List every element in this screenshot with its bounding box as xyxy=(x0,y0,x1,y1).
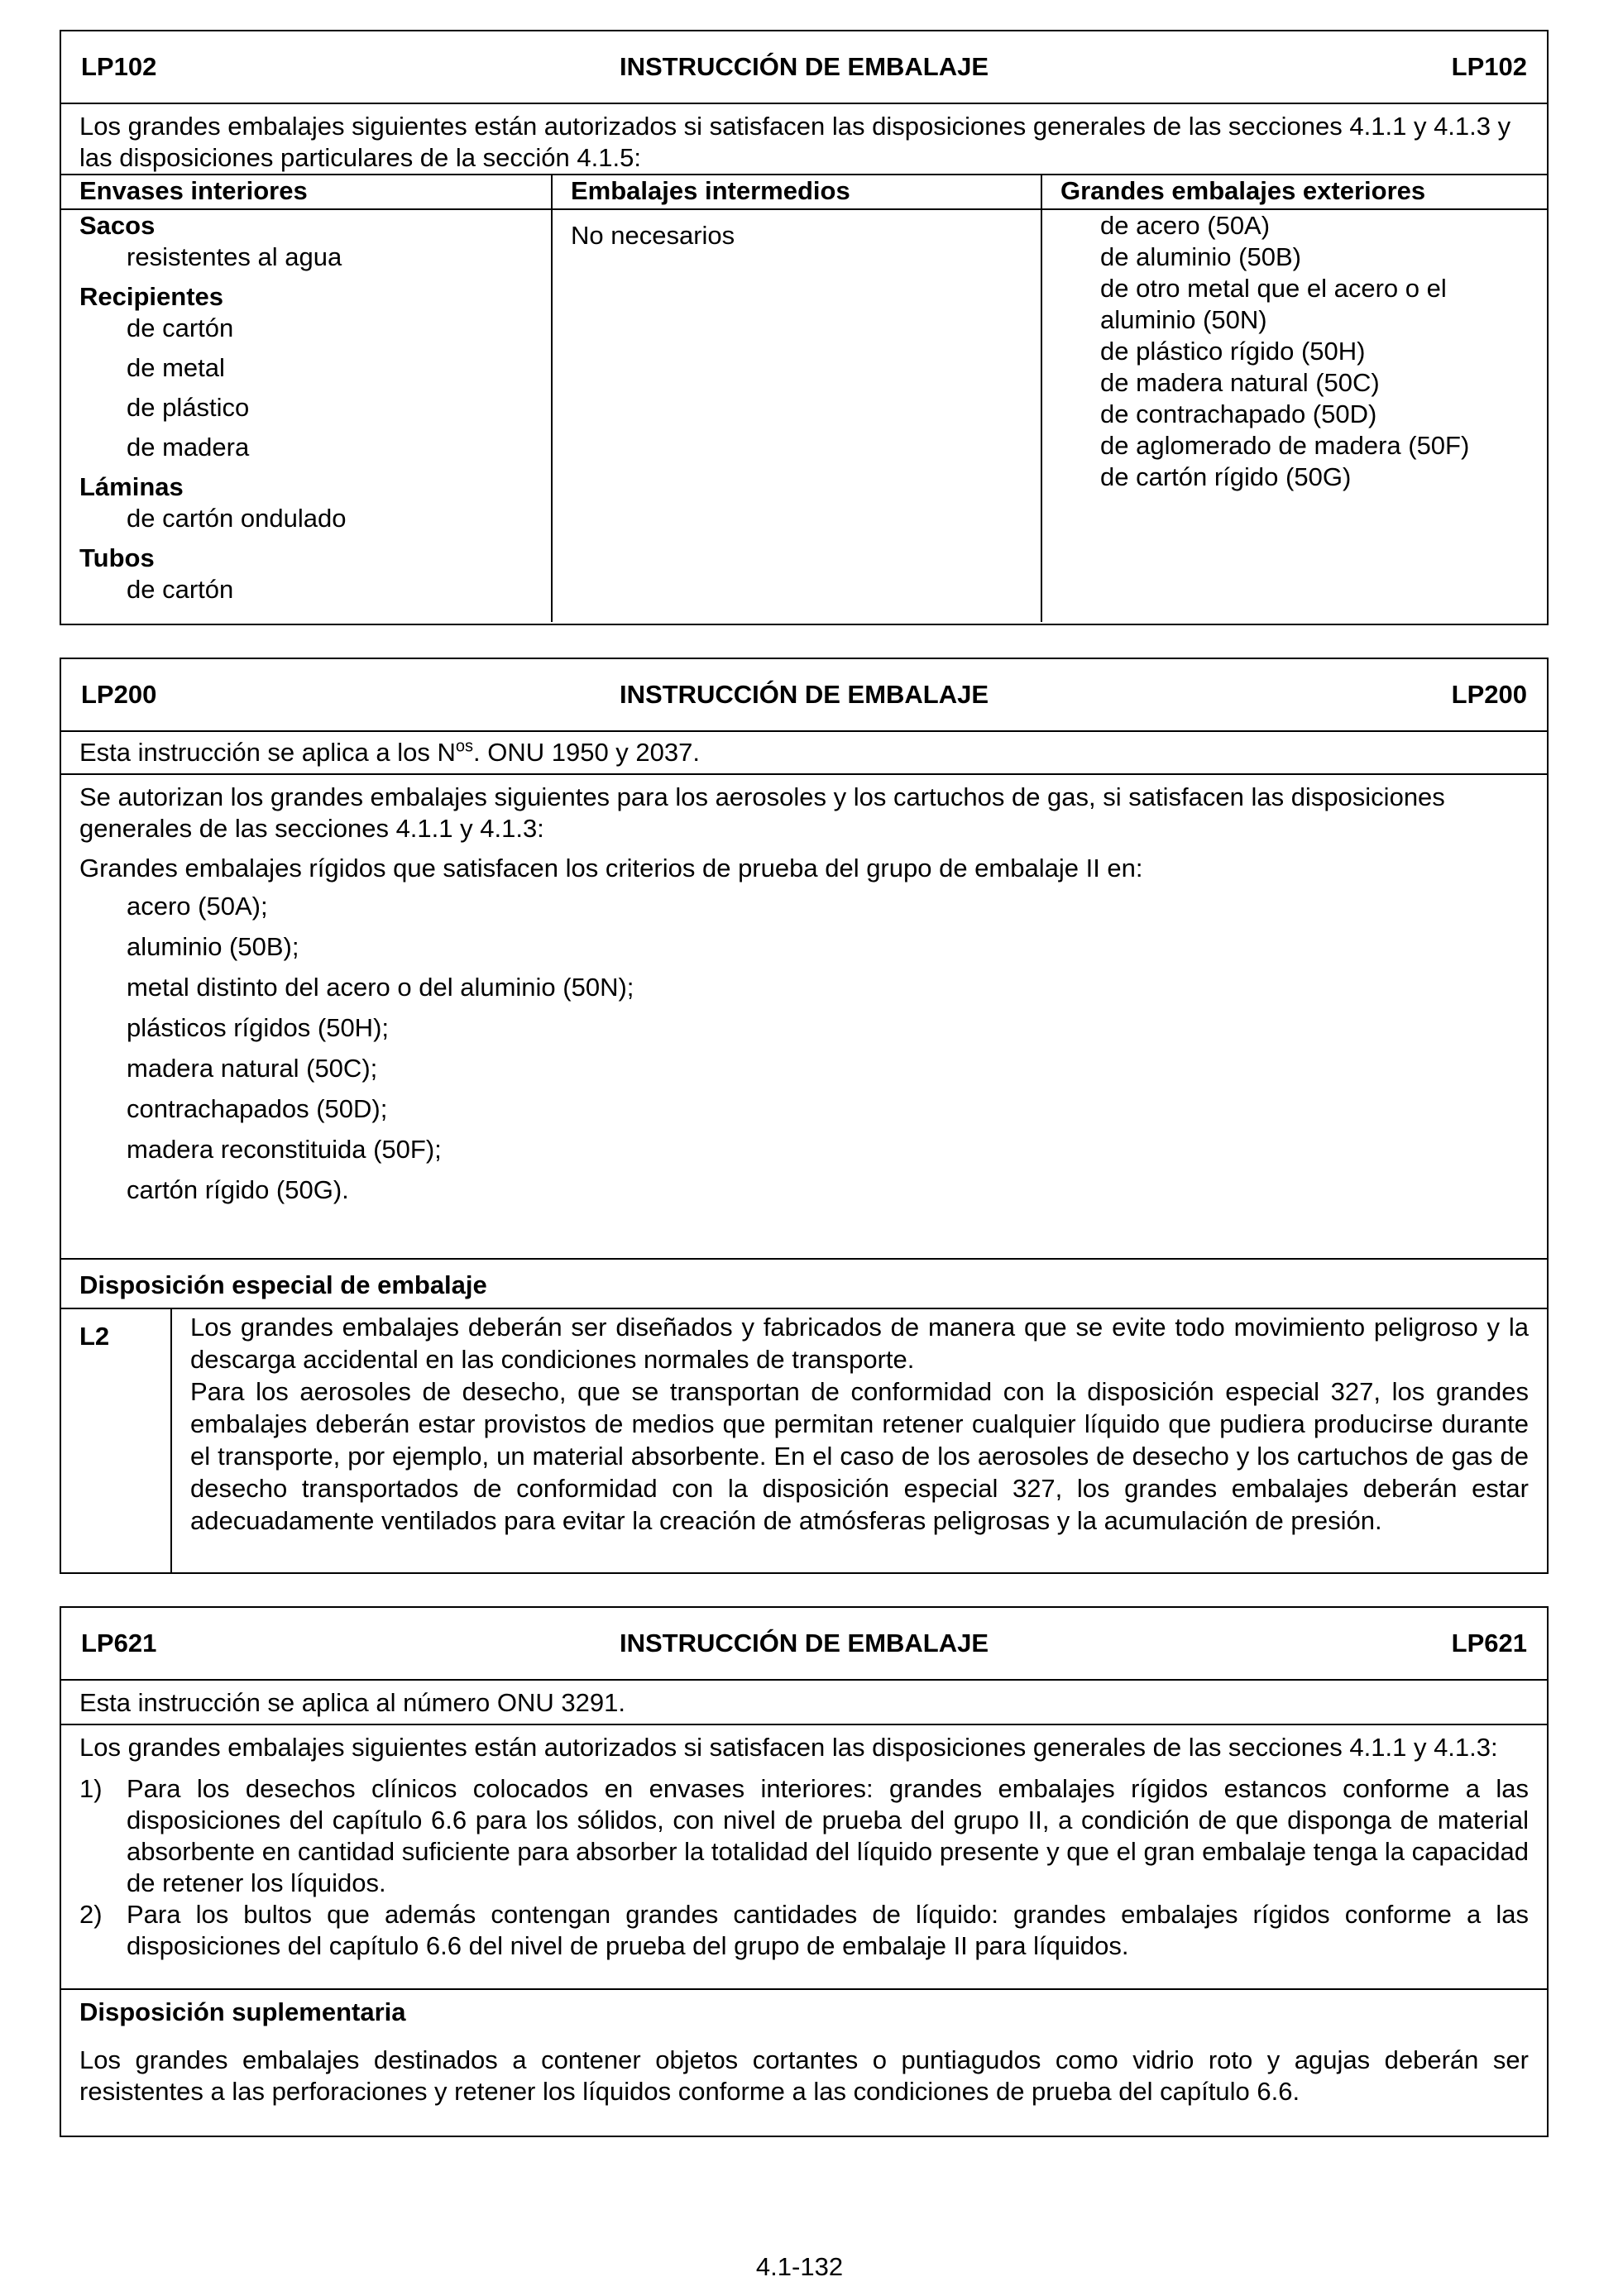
lp200-header xyxy=(61,659,1547,730)
item-text: Para los bultos que además contengan grandes cantidades de líquido: grandes embalajes rígidos conforme a las disposiciones del capítulo 6.6 del nivel de prueba del grupo de embalaje II para líquidos. xyxy=(127,1900,1529,1960)
outer-item: de acero (50A) xyxy=(1100,211,1271,240)
lp102-table xyxy=(60,30,1549,625)
material-item: aluminio (50B); xyxy=(127,932,299,961)
item-number: 2) xyxy=(79,1900,103,1929)
lp200-authorization xyxy=(61,773,1547,1258)
lp102-inner-packagings xyxy=(61,210,551,622)
lp621-authorize-text: Los grandes embalajes siguientes están autorizados si satisfacen las disposiciones generales de las secciones 4.1.1 y 4.1.3: xyxy=(79,1733,1498,1762)
lp200-special-header: Disposición especial de embalaje xyxy=(61,1258,1547,1308)
inner-recipientes-item: de madera xyxy=(127,433,250,462)
lp200-authorize-text: Se autorizan los grandes embalajes siguientes para los aerosoles y los cartuchos de gas, si satisfacen las disposiciones generales de las secciones 4.1.1 y 4.1.3: xyxy=(79,782,1445,843)
lp102-code-left: LP102 xyxy=(81,52,157,81)
lp621-applies: Esta instrucción se aplica al número ONU 3291. xyxy=(61,1679,1547,1724)
outer-item: de cartón rígido (50G) xyxy=(1100,462,1352,491)
inner-tubos-item: de cartón xyxy=(127,575,234,604)
lp621-table xyxy=(60,1606,1549,2137)
lp200-code-left: LP200 xyxy=(81,680,157,709)
lp621-supplementary xyxy=(61,1988,1547,2136)
item-number: 1) xyxy=(79,1774,103,1803)
lp621-item-1 xyxy=(79,1773,1529,1899)
item-text: Para los desechos clínicos colocados en envases interiores: grandes embalajes rígidos estancos conforme a las disposiciones del capítulo 6.6 para los sólidos, con nivel de prueba del grupo II, a condición de que disponga de material absorbente en cantidad suficiente para absorber la totalidad del líquido presente y que el gran embalaje tenga la capacidad de retener los líquidos. xyxy=(127,1774,1529,1897)
lp102-title: INSTRUCCIÓN DE EMBALAJE xyxy=(619,52,989,81)
lp200-special-text xyxy=(172,1309,1547,1572)
material-item: cartón rígido (50G). xyxy=(127,1175,349,1204)
lp621-supp-header: Disposición suplementaria xyxy=(79,1997,406,2026)
outer-item: de plástico rígido (50H) xyxy=(1100,337,1366,366)
material-item: metal distinto del acero o del aluminio (50N); xyxy=(127,973,634,1002)
outer-item: de otro metal que el acero o el aluminio (50N) xyxy=(1100,274,1447,334)
lp102-outer-packagings xyxy=(1041,210,1547,622)
lp200-materials-list xyxy=(79,886,1529,1210)
material-item: madera reconstituida (50F); xyxy=(127,1135,442,1164)
inner-tubos: Tubos xyxy=(79,543,155,572)
material-item: madera natural (50C); xyxy=(127,1054,378,1083)
inner-recipientes-item: de metal xyxy=(127,353,225,382)
material-item: acero (50A); xyxy=(127,892,268,921)
inner-sacos-item: resistentes al agua xyxy=(127,242,342,271)
lp102-code-right: LP102 xyxy=(1451,52,1527,81)
inner-recipientes-item: de cartón xyxy=(127,313,234,342)
material-item: contrachapados (50D); xyxy=(127,1094,388,1123)
inner-laminas-item: de cartón ondulado xyxy=(127,504,347,533)
lp200-special-row xyxy=(61,1308,1547,1572)
inner-recipientes: Recipientes xyxy=(79,282,224,311)
lp200-title: INSTRUCCIÓN DE EMBALAJE xyxy=(619,680,989,709)
lp621-supp-text: Los grandes embalajes destinados a contener objetos cortantes o puntiagudos como vidrio roto y agujas deberán ser resistentes a las perforaciones y retener los líquidos conforme a las condiciones de prueba del capítulo 6.6. xyxy=(79,2045,1529,2106)
lp102-body xyxy=(61,208,1547,622)
inner-recipientes-item: de plástico xyxy=(127,393,250,422)
lp102-col2-header: Embalajes intermedios xyxy=(551,175,1041,208)
outer-item: de contrachapado (50D) xyxy=(1100,399,1377,428)
lp200-special-code: L2 xyxy=(61,1309,172,1572)
outer-item: de aglomerado de madera (50F) xyxy=(1100,431,1470,460)
material-item: plásticos rígidos (50H); xyxy=(127,1013,390,1042)
lp102-header xyxy=(61,31,1547,103)
outer-item: de aluminio (50B) xyxy=(1100,242,1301,271)
lp102-col1-header: Envases interiores xyxy=(79,176,308,205)
lp200-special-p1: Los grandes embalajes deberán ser diseñados y fabricados de manera que se evite todo movimiento peligroso y la descarga accidental en las condiciones normales de transporte. xyxy=(190,1313,1529,1374)
lp102-column-headers xyxy=(61,174,1547,208)
lp102-intermediate: No necesarios xyxy=(551,210,1041,622)
lp200-code-right: LP200 xyxy=(1451,680,1527,709)
inner-laminas: Láminas xyxy=(79,472,184,501)
lp621-title: INSTRUCCIÓN DE EMBALAJE xyxy=(619,1629,989,1657)
lp621-code-left: LP621 xyxy=(81,1629,157,1657)
lp621-code-right: LP621 xyxy=(1451,1629,1527,1657)
lp102-intro: Los grandes embalajes siguientes están autorizados si satisfacen las disposiciones generales de las secciones 4.1.1 y 4.1.3 y las disposiciones particulares de la sección 4.1.5: xyxy=(61,103,1547,174)
lp621-authorization xyxy=(61,1724,1547,1988)
lp200-applies: Esta instrucción se aplica a los $N^{os}$. ONU 1950 y 2037. xyxy=(61,730,1547,773)
lp621-item-2 xyxy=(79,1899,1529,1962)
page-number: 4.1-132 xyxy=(755,2252,844,2281)
inner-sacos: Sacos xyxy=(79,211,156,240)
lp102-col3-header: Grandes embalajes exteriores xyxy=(1041,175,1547,208)
outer-item: de madera natural (50C) xyxy=(1100,368,1380,397)
lp200-special-p2: Para los aerosoles de desecho, que se transportan de conformidad con la disposición especial 327, los grandes embalajes deberán estar provistos de medios que permitan retener cualquier líquido que pudiera producirse durante el transporte, por ejemplo, un material absorbente. En el caso de los aerosoles de desecho y los cartuchos de gas de desecho transportados de conformidad con la disposición especial 327, los grandes embalajes deberán estar adecuadamente ventilados para evitar la creación de atmósferas peligrosas y la acumulación de presión. xyxy=(190,1377,1529,1535)
lp200-rigid-intro: Grandes embalajes rígidos que satisfacen los criterios de prueba del grupo de embalaje II en: xyxy=(79,854,1143,883)
lp621-header xyxy=(61,1608,1547,1679)
lp200-table xyxy=(60,658,1549,1574)
